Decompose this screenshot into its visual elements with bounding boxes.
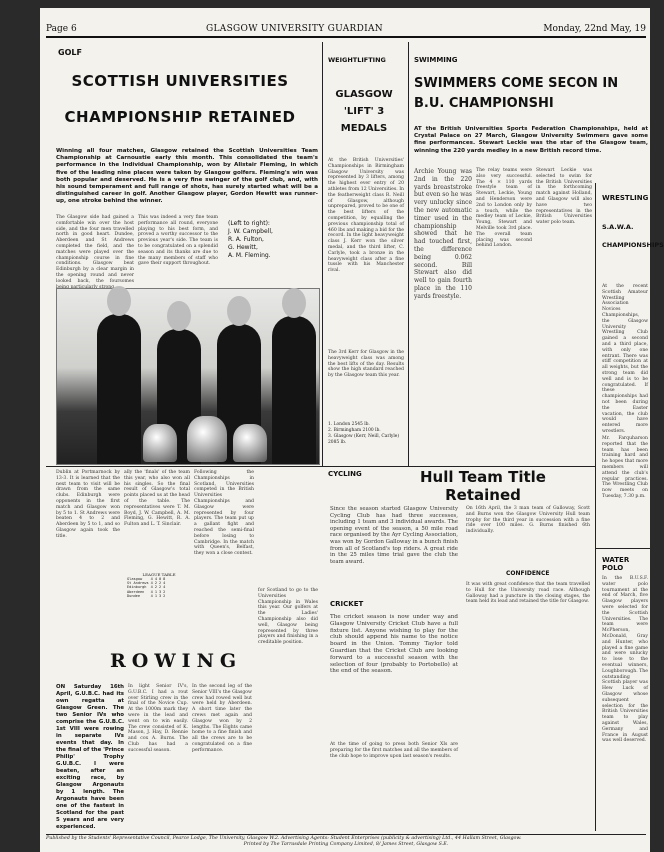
cell: 2 (154, 585, 157, 590)
cycling-section-label: CYCLING (328, 470, 362, 478)
wrestling-body: At the recent Scottish Amateur Wrestling Association Novices Championships, the Glasgow University Wrestling Club gained a second and a third place, with only one entrant. There was stiff competition at all weights, but the strong team did well and is to be congratulated. If these championships had not been during the Easter vacation, the club would have entered more wrestlers. (602, 284, 648, 434)
golf-headline-1: SCOTTISH UNIVERSITIES (71, 72, 289, 90)
golfer-figure (97, 314, 141, 464)
column-rule (408, 42, 409, 466)
cell: 8 (163, 577, 166, 581)
table-row (126, 585, 166, 589)
waterpolo-body: In the B.U.S.F. water polo tournament at the end of March, five Glasgow players were selected for the Scottish Universities. The team were McPherson, McDonald, Gray and Hunter, who played a fine game and were unlucky to lose to the eventual winners, Loughborough. The outstanding Scottish player was Hew Luck of Glasgow whose subsequent selection for the British Universities team to play against Wales, Germany and France in August was well deserved. (602, 576, 648, 744)
trophy (143, 424, 177, 462)
section-rule (596, 548, 650, 549)
cycling-body-2: On 16th April, the 3 man team of Galloway, Scott and Burns won the Glasgow University Hull team trophy for the third year in succession with a fine ride over 100 miles. G. Burns finished 6th individually. (466, 506, 590, 535)
golf-column-3: Dublin at Portmarnock by 13-3. It is learned that the next team to visit will be drawn from the same clubs. Edinburgh were opponents in the first match and Glasgow won by 5 to 1. St Andrews were beaten 4 to 2 and Aberdeen by 5 to 1, and so Glasgow again took the title. (56, 470, 120, 539)
cell: Aberdeen (127, 589, 145, 594)
golf-photo-caption (228, 220, 318, 260)
swimming-column-1: Archie Young was 2nd in the 220 yards breaststroke but even so he was very unlucky since the new automatic timer used in the championship showed that he had touched first, the difference being 0.062 second. Bill Stewart also did well to gain fourth place in the 110 yards freestyle. (414, 168, 472, 300)
wrestling-headline: S.A.W.A. CHAMPIONSHIPS (602, 223, 664, 249)
cycling-body-3: It was with great confidence that the team travelled to Hull for the University road race. Although Galloway had a puncture in the closing stages, the team held its lead and retained the title for Glasgow. (466, 582, 590, 605)
wrestling-body-2: Mr. Farquharson reported that the team has been training hard and he hopes that more members will attend the club's regular practices. The Wrestling Club now meets on Tuesday, 7.30 p.m. (602, 436, 648, 499)
weightlifting-section-label: WEIGHTLIFTING (328, 56, 386, 64)
swimming-column-3: Stewart Leckie was selected to swim for the British Universities in the forthcoming match against Holland, and Glasgow will also have two representatives in the British Universities water polo team. (536, 168, 592, 226)
trophy (187, 416, 227, 462)
cell: Dundee (127, 593, 140, 598)
league-table-grid (126, 577, 166, 598)
cell: 2 (163, 589, 166, 594)
cell: 1 (154, 589, 157, 594)
cell: 3 (158, 593, 162, 598)
rowing-headline: ROWING (110, 650, 243, 672)
masthead (46, 24, 646, 38)
golf-section-label: GOLF (58, 48, 82, 57)
swimming-lede: AT the British Universities Sports Federation Championships, held at Crystal Palace on 27 March, Glasgow University Swimmers gave some fine performances. Stewart Leckie was the star of the Glasgow team, winning the 220 yards medley in a new British record time. (414, 126, 648, 154)
caption-name: R. A. Fulton, (228, 236, 264, 243)
cell: 0 (158, 577, 162, 581)
cell: 4 (150, 585, 153, 590)
cell: 4 (150, 581, 153, 586)
weightlifting-body: At the British Universities' Championships in Birmingham Glasgow University was represented by 3 lifters, among the highest ever entry of 20 athletes from 12 Universities. In the featherweight class R. Neill of Glasgow, although unprepared, proved to be one of the best lifters of the competition, by equalling the previous championship total of 460 lbs and making a bid for the record. In the light heavyweight class J. Kerr won the silver medal, and the third lifter, C. Carlyle, took a bronze in the heavyweight class after a fine tussle with his Manchester rival. (328, 158, 404, 274)
caption-name: J. W. Campbell, (228, 228, 273, 235)
wrestling-section-label: WRESTLING (602, 194, 649, 202)
golfer-figure (272, 316, 316, 464)
cell: 4 (150, 577, 153, 581)
weightlifting-body-2: The 3rd Kerr for Glasgow in the heavyweight class was among the best lifts of the day. Results show the high standard reached by the Glasgow team this year. (328, 350, 404, 379)
cell: 2 (158, 581, 162, 586)
cell: 4 (154, 577, 157, 581)
result-line: 1. London 2545 lb. (328, 422, 370, 427)
rowing-lede: ON Saturday 16th April, G.U.B.C. had its own regatta at Glasgow Green. The two Senior IVs who comprise the G.U.B.C. 1st VIII were rowing in separate IVs events that day. In the final of the 'Prince Philip' Trophy G.U.B.C. I were beaten, after an exciting race, by Glasgow Argonauts by 1 length. The Argonauts have been one of the fastest in Scotland for the past 5 years and are very experienced. (56, 684, 124, 830)
cell: 4 (163, 585, 166, 590)
issue-date: Monday, 22nd May, 19 (543, 24, 646, 34)
golf-lede: Winning all four matches, Glasgow retained the Scottish Universities Team Championship at Carnoustie early this month. This consolidated the team's performance in the Individual Championship, won by Alistair Fleming, in which five of the leading nine places were taken by Glasgow golfers. Fleming's win was both popular and deserved. He is a very fine swinger of the golf club, and, with his sound temperament and full range of shots, has surely started what will be a distinguished career in golf. Another Glasgow player, Gordon Hewitt was runner-up, one stroke behind the winner. (56, 148, 318, 205)
result-line: 3. Glasgow (Kerr, Neill, Carlyle) 2085 lb. (328, 434, 400, 445)
cell: 4 (150, 593, 153, 598)
caption-title: (Left to right): (228, 220, 270, 227)
cell: 2 (158, 585, 162, 590)
golf-headline-2: CHAMPIONSHIP RETAINED (64, 108, 296, 126)
column-rule (595, 183, 596, 831)
golf-column-2: This was indeed a very fine team performance all round, everyone playing to his best form, and proved a worthy successor to the previous year's side. The team is to be congratulated on a splendid season and its thanks are due to the many members of staff who gave their support throughout. (138, 215, 218, 267)
cell: 4 (163, 581, 166, 586)
cricket-body-2: At the time of going to press both Senior XIs are preparing for the first matches and all the members of the club hope to improve upon last season's results. (330, 742, 458, 759)
waterpolo-section-label: WATER POLO (602, 556, 630, 572)
footer-rule (46, 834, 646, 835)
swimming-column-2: The relay teams were also very successful. The 4 × 110 yards freestyle team of Stewart, Leckie, Young and Henderson were 2nd to London only by a touch, while the medley team of Leckie, Young, Stewart and Melville took 3rd place. The overall team placing was second behind London. (476, 168, 532, 249)
section-rule (46, 466, 595, 467)
league-table (126, 572, 192, 598)
cricket-section-label: CRICKET (330, 600, 364, 608)
golf-column-6: for Scotland to go to the Universities Championship in Wales this year. Our golfers at the Ladies' Championship also did well, Glasgow being represented by three players and finishing in a creditable position. (258, 588, 318, 646)
cell: 2 (154, 581, 157, 586)
cycling-subhead: CONFIDENCE (506, 570, 550, 577)
cycling-headline: Hull Team Title Retained (420, 468, 546, 504)
page-number: Page 6 (46, 24, 77, 34)
cell: Glasgow (127, 577, 143, 581)
cell: 1 (154, 593, 157, 598)
weightlifting-headline: GLASGOW 'LIFT' 3 MEDALS (335, 89, 393, 134)
league-table-title: LEAGUE TABLE (142, 572, 176, 577)
swimming-headline: SWIMMERS COME SECON IN B.U. CHAMPIONSHI (414, 76, 619, 111)
golf-column-5: Following the Championships in Scotland, Universities competed in the British Universities Championships and Glasgow were represented by four players. The team put up a gallant fight and reached the semi-final before losing to Cambridge. In the match with Queen's, Belfast, they won a close contest. (194, 470, 254, 557)
cell: 3 (158, 589, 162, 594)
cricket-body: The cricket season is now under way and Glasgow University Cricket Club have a full fixture list. Anyone wishing to play for the club should append his name to the notice board in the Union. Tommy Taylor told Guardian that the Cricket Club are looking forward to a successful season with the selection of four (probably to Portobello) at the end of the season. (330, 614, 458, 675)
cell: St Andrews (127, 581, 149, 586)
rowing-column-2: In light Senior IV's, G.U.B.C. I had a rout over Stirling crew in the final of the Novice Cup. At the 1000m mark they were in the lead and went on to win easily. The crew consisted of K. Mason, J. Hay, D. Rennie and cox A. Burns. The Club has had a successful season. (128, 684, 188, 753)
golf-team-photo (56, 288, 320, 465)
cell: 4 (150, 589, 153, 594)
cell: 2 (163, 593, 166, 598)
column-rule (322, 42, 323, 466)
rowing-column-3: In the second leg of the Senior VIII's the Glasgow crew had rowed well but were held by Aberdeen. A short time later the crews met again and Glasgow won by 2 lengths. The Eights came home to a fine finish and all the crews are to be congratulated on a fine performance. (192, 684, 252, 753)
cycling-body: Since the season started Glasgow University Cycling Club has had three successes, including 1 team and 3 individual awards. The opening event of the season, a 50 mile road race organised by the Ayr Cycling Association, was won by Gordon Galloway in a bunch finish from all of Scotland's top riders. A great ride in the 25 miles time trial gave the club the team award. (330, 506, 458, 565)
printer-line: Printed by The Tarrasdale Printing Company Limited, 8/ James Street, Glasgow S.E. (243, 842, 449, 847)
table-row (126, 594, 166, 598)
caption-name: G. Hewitt, (228, 244, 258, 251)
publisher-line: Published by the Students' Representative Council, Pearce Lodge, The University, Glasgow W.2. Advertising Agents: Student Enterprises (publicity & advertising) Ltd., 44 Hallam Street, Glasgow. (46, 836, 522, 841)
golf-column-4: ally the 'finals' of the team this year, who also won all his singles. So the final result of Glasgow's total points placed us at the head of the table. The representatives were T. M. Boyd, J. W. Campbell, A. M. Fleming, G. Hewitt, R. A. Fulton and L. T. Sinclair. (124, 470, 190, 528)
trophy (233, 424, 267, 462)
imprint-footer (46, 836, 646, 848)
swimming-section-label: SWIMMING (414, 56, 458, 64)
golf-column-1: The Glasgow side had gained a comfortable win over the host side, and the four men travelled north in good heart. Dundee, Aberdeen and St Andrews completed the field, and the matches were played over the championship course in fine conditions. Glasgow beat Edinburgh by a clear margin in the opening round and never looked back, the foursomes (56, 215, 134, 284)
cell: Edinburgh (127, 585, 147, 590)
weightlifting-results (328, 422, 406, 446)
paper-title: GLASGOW UNIVERSITY GUARDIAN (206, 24, 383, 34)
result-line: 2. Birmingham 2100 lb. (328, 428, 381, 433)
caption-name: A. M. Fleming. (228, 252, 271, 259)
newspaper-page (40, 8, 664, 852)
